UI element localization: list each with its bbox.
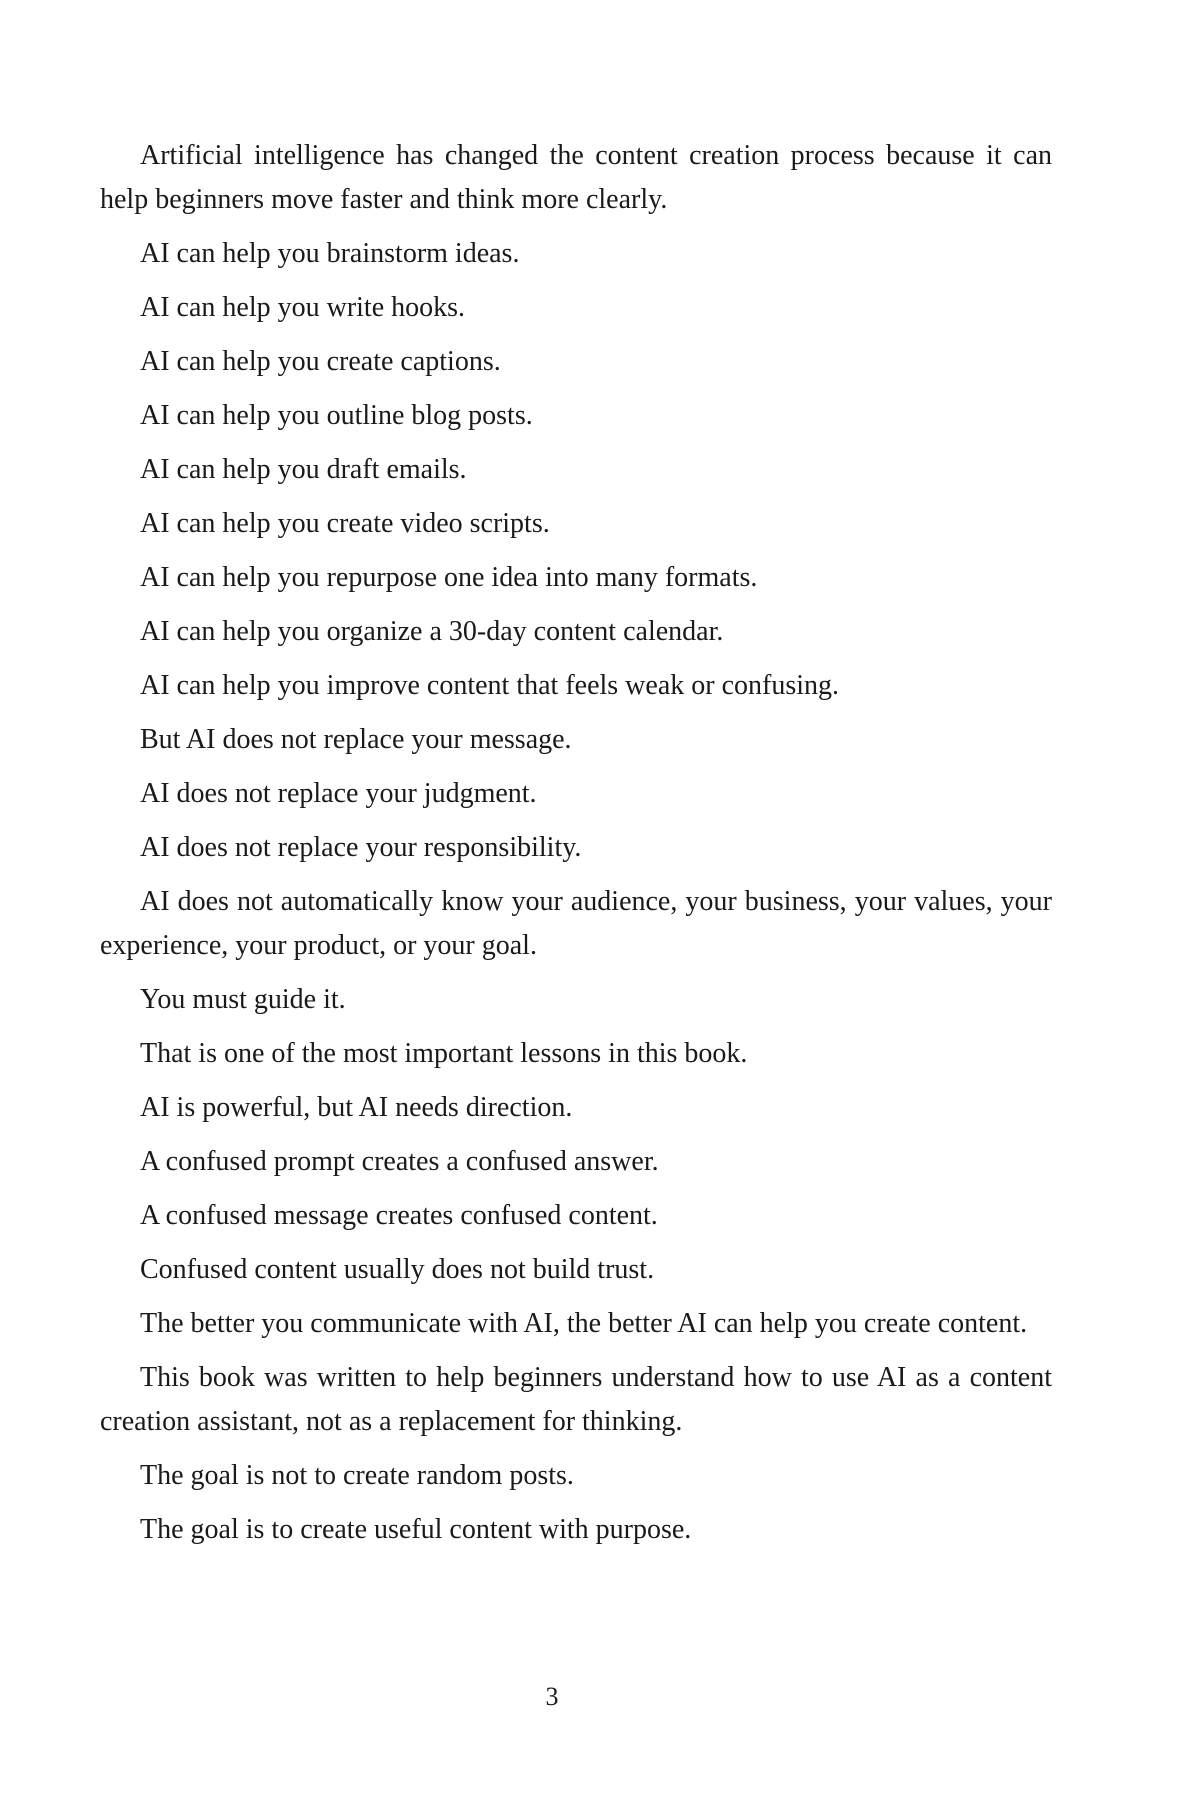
paragraph: Artificial intelligence has changed the content creation process because it can help beginners move faster and think more clearly. (100, 140, 1052, 215)
paragraph: AI can help you create video scripts. (140, 508, 550, 539)
paragraph: But AI does not replace your message. (140, 724, 572, 755)
paragraph: AI can help you outline blog posts. (140, 400, 533, 431)
paragraph: A confused message creates confused content. (140, 1200, 658, 1231)
paragraph: The goal is to create useful content with purpose. (140, 1514, 692, 1545)
paragraph: This book was written to help beginners understand how to use AI as a content creation assistant, not as a replacement for thinking. (100, 1362, 1052, 1437)
paragraph: AI can help you organize a 30-day content calendar. (140, 616, 724, 647)
paragraph: You must guide it. (140, 984, 346, 1015)
paragraph: AI can help you brainstorm ideas. (140, 238, 520, 269)
paragraph: AI is powerful, but AI needs direction. (140, 1092, 573, 1123)
paragraph: That is one of the most important lessons in this book. (140, 1038, 748, 1069)
paragraph: AI can help you repurpose one idea into many formats. (140, 562, 758, 593)
paragraph: The goal is not to create random posts. (140, 1460, 574, 1491)
paragraph: The better you communicate with AI, the better AI can help you create content. (140, 1308, 1028, 1339)
paragraph: AI does not automatically know your audience, your business, your values, your experience, your product, or your goal. (100, 886, 1052, 961)
body-text (100, 134, 1052, 1562)
paragraph: AI can help you create captions. (140, 346, 501, 377)
paragraph: AI can help you improve content that feels weak or confusing. (140, 670, 840, 701)
paragraph: AI does not replace your responsibility. (140, 832, 582, 863)
paragraph: AI can help you draft emails. (140, 454, 467, 485)
paragraph: A confused prompt creates a confused answer. (140, 1146, 659, 1177)
paragraph: AI does not replace your judgment. (140, 778, 537, 809)
page-number: 3 (545, 1682, 559, 1711)
paragraph: AI can help you write hooks. (140, 292, 466, 323)
paragraph: Confused content usually does not build trust. (140, 1254, 655, 1285)
